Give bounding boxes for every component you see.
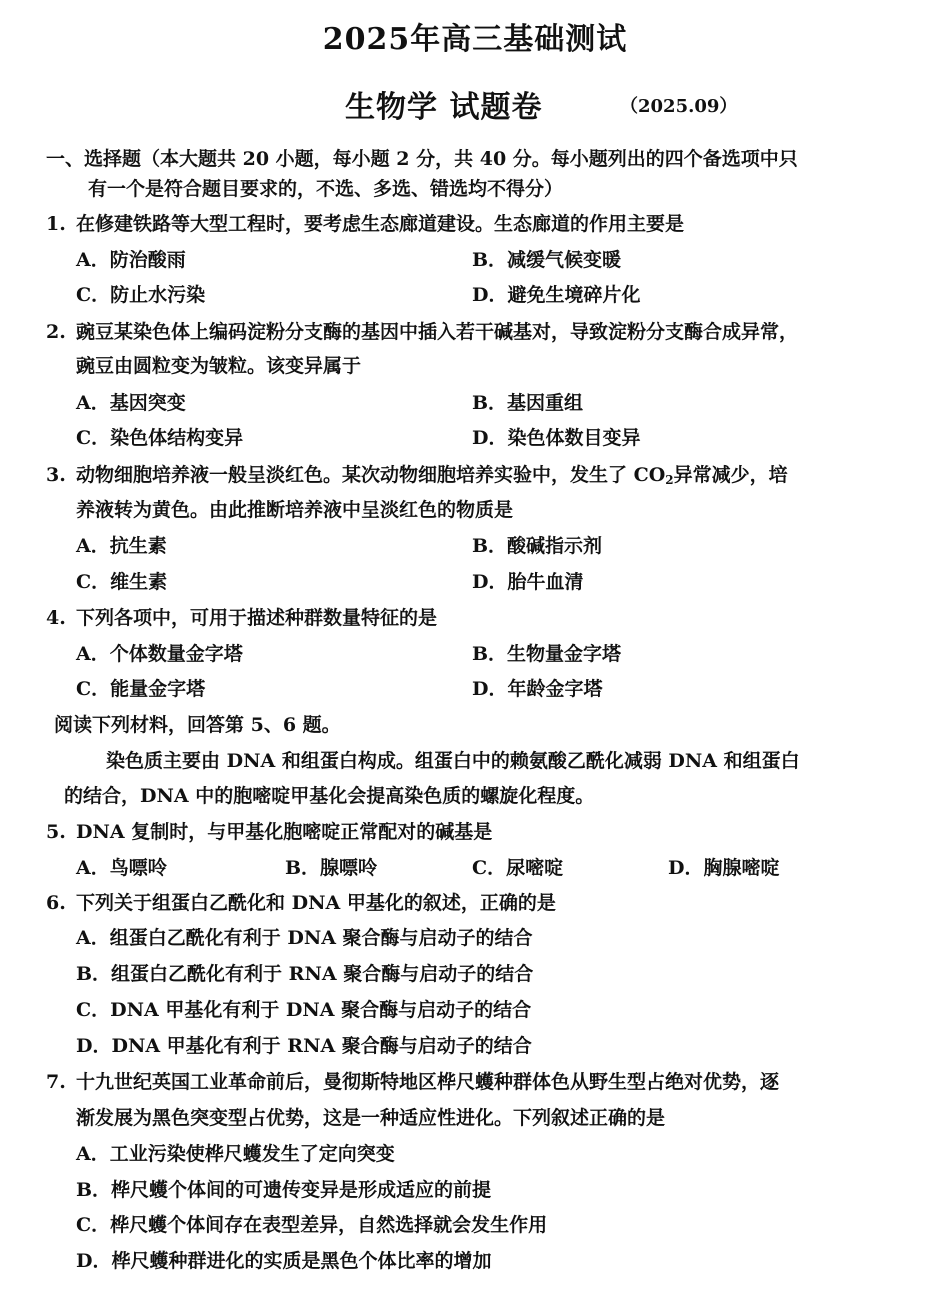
- question-number: 5.: [46, 821, 66, 843]
- question-text: 下列关于组蛋白乙酰化和 DNA 甲基化的叙述，正确的是: [76, 892, 556, 914]
- reading-intro: 阅读下列材料，回答第 5、6 题。: [54, 714, 341, 736]
- q4-option-a: A．个体数量金字塔: [76, 643, 243, 665]
- question-number: 1.: [46, 213, 66, 235]
- question-text: 在修建铁路等大型工程时，要考虑生态廊道建设。生态廊道的作用主要是: [76, 213, 685, 235]
- exam-title: 2025年高三基础测试: [322, 22, 628, 57]
- question-3-cont: 养液转为黄色。由此推断培养液中呈淡红色的物质是: [76, 499, 514, 521]
- q2-option-d: D．染色体数目变异: [472, 427, 641, 449]
- q3-option-a: A．抗生素: [76, 535, 167, 557]
- question-5: [46, 819, 492, 845]
- q3-option-d: D．胎牛血清: [472, 571, 584, 593]
- question-text: DNA 复制时，与甲基化胞嘧啶正常配对的碱基是: [76, 821, 493, 843]
- q6-option-b: B．组蛋白乙酰化有利于 RNA 聚合酶与启动子的结合: [76, 963, 534, 985]
- question-7: [46, 1069, 779, 1095]
- question-number: 2.: [46, 321, 66, 343]
- question-text: 十九世纪英国工业革命前后，曼彻斯特地区桦尺蠖种群体色从野生型占绝对优势，逐: [76, 1071, 780, 1093]
- q7-option-c: C．桦尺蠖个体间存在表型差异，自然选择就会发生作用: [76, 1214, 548, 1236]
- q2-option-b: B．基因重组: [472, 392, 584, 414]
- q6-option-a: A．组蛋白乙酰化有利于 DNA 聚合酶与启动子的结合: [76, 927, 533, 949]
- q7-option-a: A．工业污染使桦尺蠖发生了定向突变: [76, 1143, 395, 1165]
- question-3: [46, 462, 788, 493]
- section-heading-cont: 有一个是符合题目要求的，不选、多选、错选均不得分）: [88, 178, 564, 200]
- question-text-end: 异常减少，培: [673, 464, 788, 486]
- q4-option-d: D．年龄金字塔: [472, 678, 603, 700]
- question-2-cont: 豌豆由圆粒变为皱粒。该变异属于: [76, 355, 362, 377]
- q1-option-c: C．防止水污染: [76, 284, 206, 306]
- q7-option-d: D．桦尺蠖种群进化的实质是黑色个体比率的增加: [76, 1250, 492, 1272]
- q5-option-c: C．尿嘧啶: [472, 857, 564, 879]
- question-number: 7.: [46, 1071, 66, 1093]
- question-text: 下列各项中，可用于描述种群数量特征的是: [76, 607, 438, 629]
- q1-option-d: D．避免生境碎片化: [472, 284, 641, 306]
- exam-date: （2025.09）: [620, 96, 738, 117]
- question-7-cont: 渐发展为黑色突变型占优势，这是一种适应性进化。下列叙述正确的是: [76, 1107, 666, 1129]
- q6-option-c: C．DNA 甲基化有利于 DNA 聚合酶与启动子的结合: [76, 999, 532, 1021]
- reading-para-1: 染色质主要由 DNA 和组蛋白构成。组蛋白中的赖氨酸乙酰化减弱 DNA 和组蛋白: [106, 750, 800, 772]
- q5-option-d: D．胸腺嘧啶: [668, 857, 780, 879]
- question-text: 动物细胞培养液一般呈淡红色。某次动物细胞培养实验中，发生了 CO: [76, 464, 666, 486]
- question-text: 豌豆某染色体上编码淀粉分支酶的基因中插入若干碱基对，导致淀粉分支酶合成异常，: [76, 321, 799, 343]
- section-heading: 一、选择题（本大题共 20 小题，每小题 2 分，共 40 分。每小题列出的四个备选项中只: [46, 148, 798, 170]
- q3-option-b: B．酸碱指示剂: [472, 535, 603, 557]
- question-6: [46, 890, 556, 916]
- q6-option-d: D．DNA 甲基化有利于 RNA 聚合酶与启动子的结合: [76, 1035, 532, 1057]
- exam-subtitle: 生物学 试题卷: [345, 90, 543, 125]
- question-4: [46, 605, 437, 631]
- reading-para-2: 的结合，DNA 中的胞嘧啶甲基化会提高染色质的螺旋化程度。: [64, 785, 595, 807]
- question-1: [46, 211, 684, 237]
- q1-option-b: B．减缓气候变暖: [472, 249, 622, 271]
- co2-subscript: 2: [665, 473, 674, 487]
- question-number: 3.: [46, 464, 66, 486]
- q5-option-b: B．腺嘌呤: [285, 857, 378, 879]
- q4-option-b: B．生物量金字塔: [472, 643, 622, 665]
- q5-option-a: A．鸟嘌呤: [76, 857, 167, 879]
- question-number: 4.: [46, 607, 66, 629]
- q2-option-c: C．染色体结构变异: [76, 427, 244, 449]
- question-number: 6.: [46, 892, 66, 914]
- q1-option-a: A．防治酸雨: [76, 249, 186, 271]
- q7-option-b: B．桦尺蠖个体间的可遗传变异是形成适应的前提: [76, 1179, 492, 1201]
- question-2: [46, 319, 798, 345]
- q4-option-c: C．能量金字塔: [76, 678, 206, 700]
- q3-option-c: C．维生素: [76, 571, 168, 593]
- q2-option-a: A．基因突变: [76, 392, 186, 414]
